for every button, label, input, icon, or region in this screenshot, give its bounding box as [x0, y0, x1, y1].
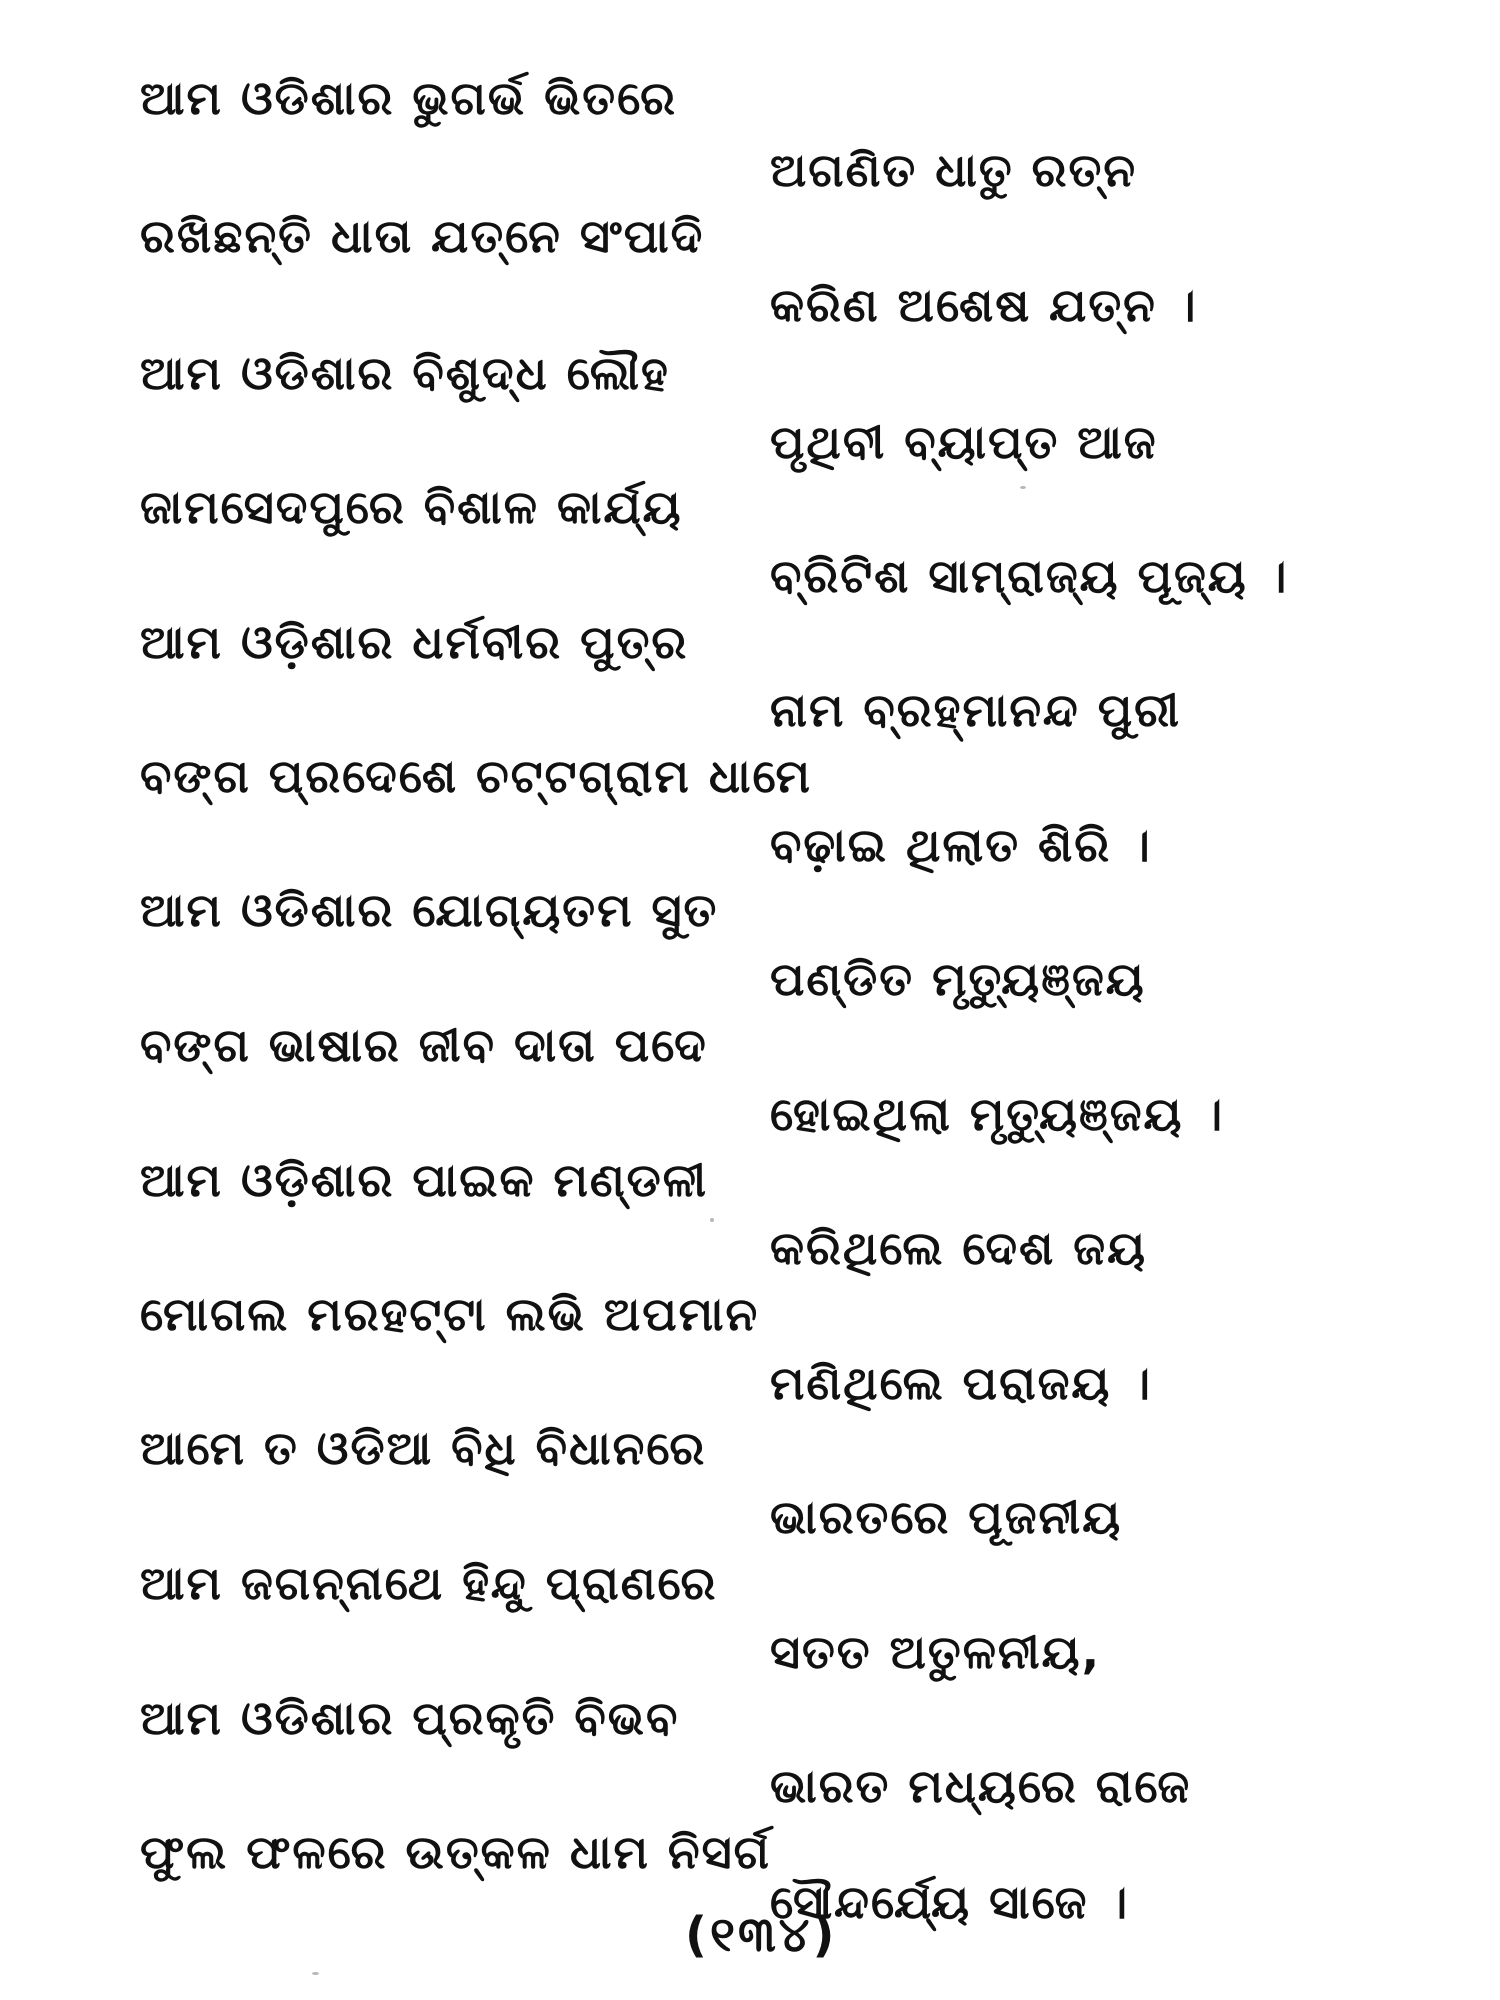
- poem-line-21: ଆମେ ତ ଓଡିଆ ବିଧି ବିଧାନରେ: [140, 1421, 707, 1475]
- poem-line-3: ରଖିଛନ୍ତି ଧାତା ଯତ୍ନେ ସଂପାଦି: [140, 209, 705, 263]
- poem-line-13: ଆମ ଓଡିଶାର ଯୋଗ୍ୟତମ ସୁତ: [140, 883, 719, 937]
- poem-line-23: ଆମ ଜଗନ୍ନାଥେ ହିନ୍ଦୁ ପ୍ରାଣରେ: [140, 1556, 718, 1610]
- poem-line-4: କରିଣ ଅଶେଷ ଯତ୍ନ ।: [770, 278, 1198, 332]
- poem-line-22: ଭାରତରେ ପୂଜନୀୟ: [770, 1490, 1123, 1544]
- poem-line-1: ଆମ ଓଡିଶାର ଭୁଗର୍ଭ ଭିତରେ: [140, 71, 677, 125]
- poem-line-17: ଆମ ଓଡ଼ିଶାର ପାଇକ ମଣ୍ଡଳୀ: [140, 1153, 709, 1207]
- page-number: (୧୩୪): [685, 1907, 838, 1963]
- poem-line-11: ବଙ୍ଗ ପ୍ରଦେଶେ ଚଟ୍ଟଗ୍ରାମ ଧାମେ: [140, 749, 812, 803]
- poem-line-9: ଆମ ଓଡ଼ିଶାର ଧର୍ମବୀର ପୁତ୍ର: [140, 615, 689, 669]
- poem-line-16: ହୋଇଥିଲା ମୃତ୍ୟୁଞ୍ଜୟ ।: [770, 1087, 1225, 1141]
- poem-line-14: ପଣ୍ଡିତ ମୃତ୍ୟୁଞ୍ଜୟ: [770, 952, 1146, 1006]
- paper-speck: [312, 1972, 319, 1975]
- poem-line-25: ଆମ ଓଡିଶାର ପ୍ରକୃତି ବିଭବ: [140, 1691, 680, 1745]
- poem-line-27: ଫୁଲ ଫଳରେ ଉତ୍କଳ ଧାମ ନିସର୍ଗ: [140, 1825, 771, 1879]
- poem-line-12: ବଢ଼ାଇ ଥିଲାତ ଶିରି ।: [770, 818, 1152, 872]
- poem-line-20: ମଣିଥିଲେ ପରାଜୟ ।: [770, 1356, 1153, 1410]
- poem-line-28: ସୌନ୍ଦର୍ଯ୍ୟେ ସାଜେ ।: [770, 1875, 1130, 1929]
- poem-line-24: ସତତ ଅତୁଳନୀୟ,: [770, 1625, 1102, 1679]
- poem-line-8: ବ୍ରିଟିଶ ସାମ୍ରାଜ୍ୟ ପୂଜ୍ୟ ।: [770, 549, 1289, 603]
- poem-line-5: ଆମ ଓଡିଶାର ବିଶୁଦ୍ଧ ଲୌହ: [140, 346, 670, 400]
- paper-speck: [710, 1218, 714, 1222]
- poem-line-6: ପୃଥିବୀ ବ୍ୟାପ୍ତ ଆଜ: [770, 415, 1158, 469]
- poem-line-7: ଜାମସେଦପୁରେ ବିଶାଳ କାର୍ଯ୍ୟ: [140, 480, 683, 534]
- poem-line-18: କରିଥିଲେ ଦେଶ ଜୟ: [770, 1221, 1148, 1275]
- poem-line-26: ଭାରତ ମଧ୍ୟରେ ରାଜେ: [770, 1759, 1192, 1813]
- poem-line-2: ଅଗଣିତ ଧାତୁ ରତ୍ନ: [770, 143, 1138, 197]
- poem-line-15: ବଙ୍ଗ ଭାଷାର ଜୀବ ଦାତା ପଦେ: [140, 1018, 708, 1072]
- poem-line-10: ନାମ ବ୍ରହ୍ମାନନ୍ଦ ପୁରୀ: [770, 683, 1182, 737]
- paper-speck: [1020, 486, 1026, 489]
- poem-line-19: ମୋଗଲ ମରହଟ୍ଟା ଲଭି ଅପମାନ: [140, 1287, 760, 1341]
